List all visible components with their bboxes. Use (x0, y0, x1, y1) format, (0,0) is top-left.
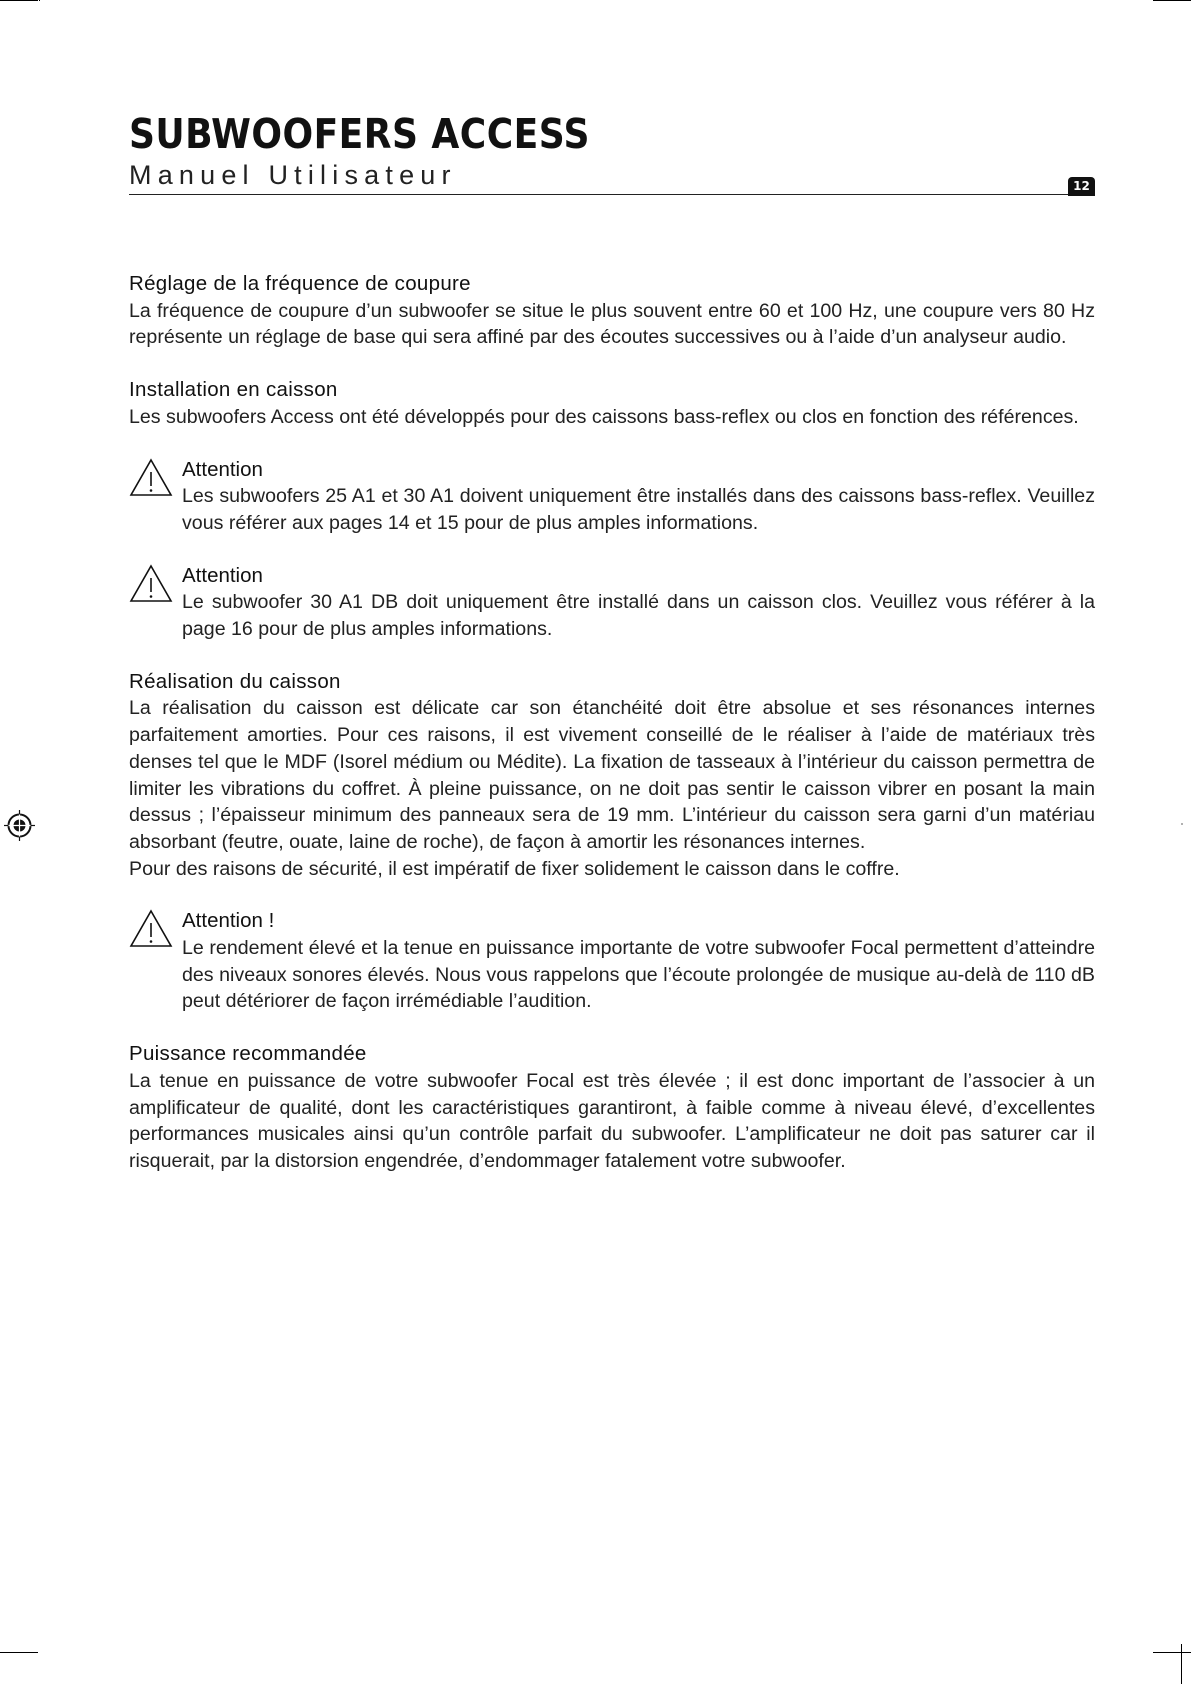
section-body: Les subwoofers Access ont été développés pour des caissons bass-reflex ou clos en fonction des références. (129, 405, 1079, 428)
section-heading: Installation en caisson (129, 378, 338, 402)
crop-mark-bottom-left (0, 1652, 38, 1653)
crop-mark-top-left (0, 0, 38, 1)
page-content (129, 271, 1095, 1201)
crop-mark-top-left-v (39, 0, 40, 1)
document-title: SUBWOOFERS ACCESS (129, 110, 590, 158)
warning-triangle-icon (129, 457, 173, 499)
warning-block-1 (129, 457, 1095, 537)
warning-heading: Attention (182, 457, 263, 481)
crop-mark-bottom-right (1153, 1652, 1191, 1653)
section-heading: Réglage de la fréquence de coupure (129, 272, 471, 295)
crop-mark-bottom-right-v (1181, 1644, 1182, 1684)
warning-heading: Attention ! (182, 909, 275, 933)
document-subtitle: Manuel Utilisateur (129, 160, 457, 190)
page-number-badge: 12 (1068, 177, 1095, 196)
warning-block-3 (129, 908, 1095, 1015)
warning-body: Le rendement élevé et la tenue en puissance importante de votre subwoofer Focal permettent d’atteindre des niveaux sonores élevés. Nous vous rappelons que l’écoute prolongée de musique au-delà de 110 dB peut détériorer de façon irrémédiable l’audition. (182, 937, 1095, 1013)
section-heading: Réalisation du caisson (129, 669, 341, 693)
margin-dot (1181, 823, 1183, 825)
section-body: La fréquence de coupure d’un subwoofer se situe le plus souvent entre 60 et 100 Hz, une coupure vers 80 Hz représente un réglage de base qui sera affiné par des écoutes successives ou à l’aide d’un analyseur audio. (129, 299, 1095, 349)
section-realisation (129, 669, 1095, 883)
warning-block-2 (129, 563, 1095, 643)
page-header (129, 108, 1095, 193)
warning-body: Le subwoofer 30 A1 DB doit uniquement être installé dans un caisson clos. Veuillez vous référer à la page 16 pour de plus amples informations. (182, 591, 1095, 641)
section-body-2: Pour des raisons de sécurité, il est impératif de fixer solidement le caisson dans le coffre. (129, 857, 900, 880)
registration-mark-icon (4, 810, 35, 841)
section-body: La réalisation du caisson est délicate car son étanchéité doit être absolue et ses résonances internes parfaitement amorties. Pour ces raisons, il est vivement conseillé de le réaliser à l’aide de matériaux très denses tel que le MDF (Isorel médium ou Médite). La fixation de tasseaux à l’intérieur du caisson permettra de limiter les vibrations du coffret. À pleine puissance, on ne doit pas sentir le caisson vibrer en posant la main dessus ; l’épaisseur minimum des panneaux sera de 19 mm. L’intérieur du caisson sera garni d’un matériau absorbant (feutre, ouate, laine de roche), de façon à amortir les résonances internes. (129, 697, 1095, 853)
section-heading: Puissance recommandée (129, 1042, 367, 1066)
section-body: La tenue en puissance de votre subwoofer Focal est très élevée ; il est donc important de l’associer à un amplificateur de qualité, dont les caractéristiques garantiront, à faible comme à niveau élevé, d’excellentes performances musicales ainsi qu’un contrôle parfait du subwoofer. L’amplificateur ne doit pas saturer car il risquerait, par la distorsion engendrée, d’endommager fatalement votre subwoofer. (129, 1069, 1095, 1172)
header-rule (129, 194, 1095, 195)
section-installation (129, 377, 1095, 430)
warning-heading: Attention (182, 563, 263, 587)
warning-triangle-icon (129, 908, 173, 950)
warning-triangle-icon (129, 563, 173, 605)
crop-mark-top-right (1153, 0, 1191, 1)
section-power (129, 1041, 1095, 1175)
warning-body: Les subwoofers 25 A1 et 30 A1 doivent uniquement être installés dans des caissons bass-reflex. Veuillez vous référer aux pages 14 et 15 pour de plus amples informations. (182, 485, 1095, 534)
section-frequency (129, 271, 1095, 351)
